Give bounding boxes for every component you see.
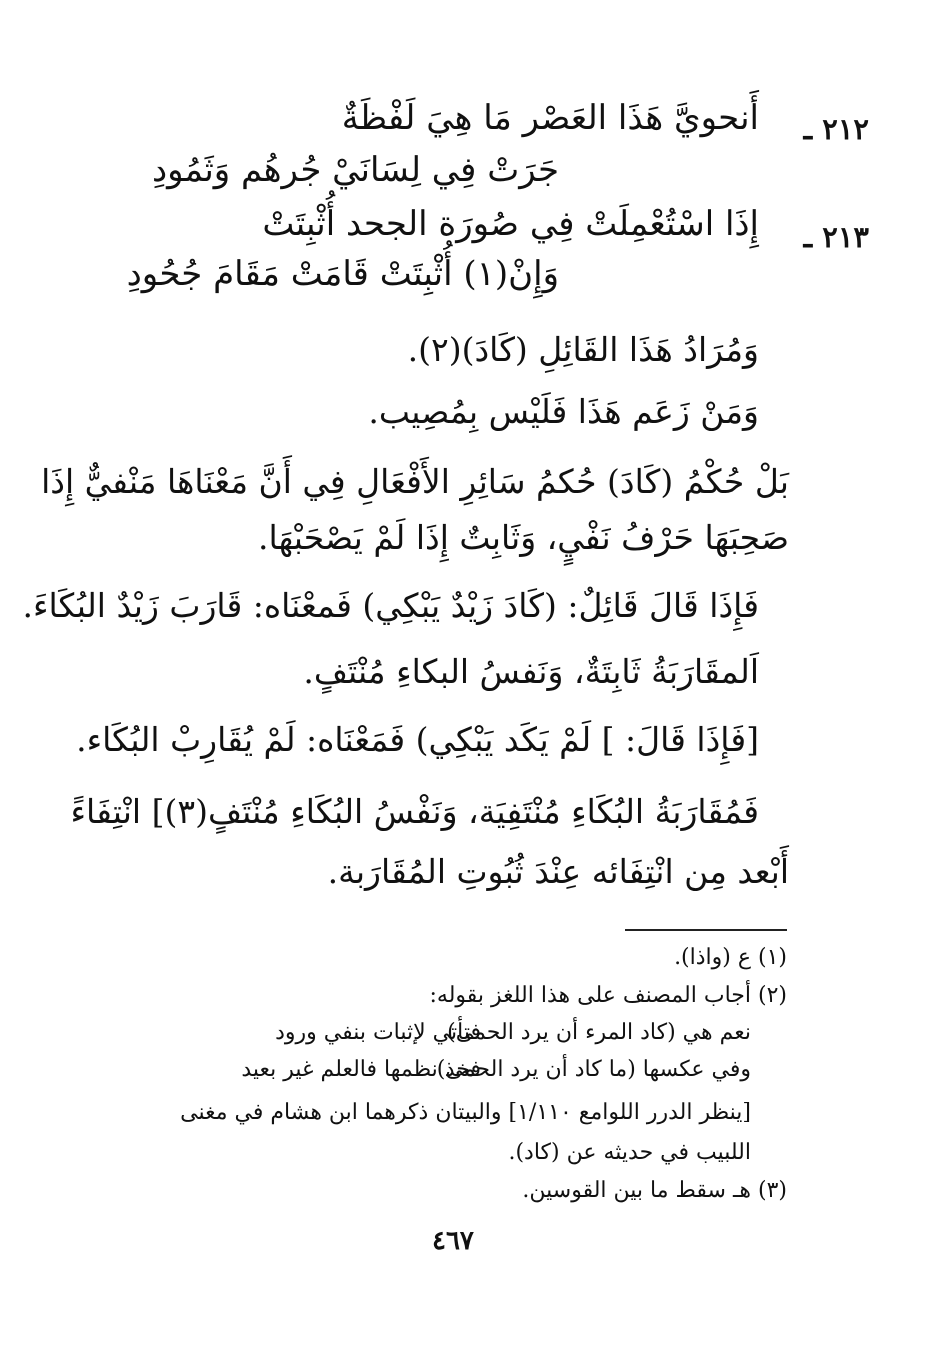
footnote-3: (٣) هـ سقط ما بين القوسين. — [522, 1178, 787, 1203]
footnote-reference-line-1: [ينظر الدرر اللوامع ١/١١٠] والبيتان ذكرهما ابن هشام في مغنى — [180, 1100, 751, 1125]
prose-line-7: [فَإِذَا قَالَ: ] لَمْ يَكَد يَبْكِي) فَمَعْنَاه: لَمْ يُقَارِبْ البُكَاء. — [76, 720, 759, 759]
prose-line-8: فَمُقَارَبَةُ البُكَاءِ مُنْتَفِيَة، وَنَفْسُ البُكَاءِ مُنْتَفٍ(٣)] انْتِفَاءً — [70, 792, 759, 831]
prose-line-4: صَحِبَهَا حَرْفُ نَفْيٍ، وَثَابِتٌ إِذَا لَمْ يَصْحَبْهَا. — [258, 518, 789, 557]
verse-213-second-hemistich: وَإِنْ(١) أُثْبِتَتْ قَامَتْ مَقَامَ جُحُودِ — [126, 254, 559, 294]
footnote-poem-line-1-left: فتأتي لإثبات بنفي ورود — [275, 1020, 481, 1045]
prose-line-3: بَلْ حُكْمُ (كَادَ) حُكمُ سَائِرِ الأَفْعَالِ فِي أَنَّ مَعْنَاهَا مَنْفيٌّ إِذَا — [41, 462, 789, 501]
footnote-poem-line-2-left: فخذ نظمها فالعلم غير بعيد — [241, 1057, 481, 1082]
page-number: ٤٦٧ — [432, 1226, 474, 1256]
prose-line-1: وَمُرَادُ هَذَا القَائِلِ (كَادَ)(٢). — [407, 330, 759, 369]
verse-213-first-hemistich: إِذَا اسْتُعْمِلَتْ فِي صُورَة الجحد أُثْبِتَتْ — [262, 204, 759, 244]
prose-line-2: وَمَنْ زَعَم هَذَا فَلَيْس بِمُصِيب. — [368, 392, 759, 431]
footnote-poem-line-1-right: نعم هي (كاد المرء أن يرد الحمى) — [447, 1020, 751, 1045]
verse-212-first-hemistich: أَنحويَّ هَذَا العَصْر مَا هِيَ لَفْظَةٌ — [341, 98, 759, 138]
verse-number-212: ٢١٢ ـ — [803, 112, 869, 146]
footnote-2: (٢) أجاب المصنف على هذا اللغز بقوله: — [429, 983, 787, 1008]
footnote-poem-line-2-right: وفي عكسها (ما كاد أن يرد الحمى) — [436, 1057, 751, 1082]
verse-212-second-hemistich: جَرَتْ فِي لِسَانَيْ جُرهُم وَثَمُودِ — [151, 150, 559, 190]
prose-line-9: أَبْعد مِن انْتِفَائه عِنْدَ ثُبُوتِ المُقَارَبة. — [327, 852, 789, 891]
verse-number-213: ٢١٣ ـ — [803, 220, 869, 254]
footnote-1: (١) ع (واذا). — [674, 945, 787, 970]
footnote-reference-line-2: اللبيب في حديثه عن (كاد). — [508, 1140, 751, 1165]
prose-line-6: اَلمقَارَبَةُ ثَابِتَةٌ، وَنَفسُ البكاءِ مُنْتَفٍ. — [303, 652, 759, 691]
prose-line-5: فَإِذَا قَالَ قَائِلٌ: (كَادَ زَيْدٌ يَبْكِي) فَمعْنَاه: قَارَبَ زَيْدٌ البُكَاءَ. — [22, 586, 759, 625]
footnote-divider — [625, 929, 787, 931]
